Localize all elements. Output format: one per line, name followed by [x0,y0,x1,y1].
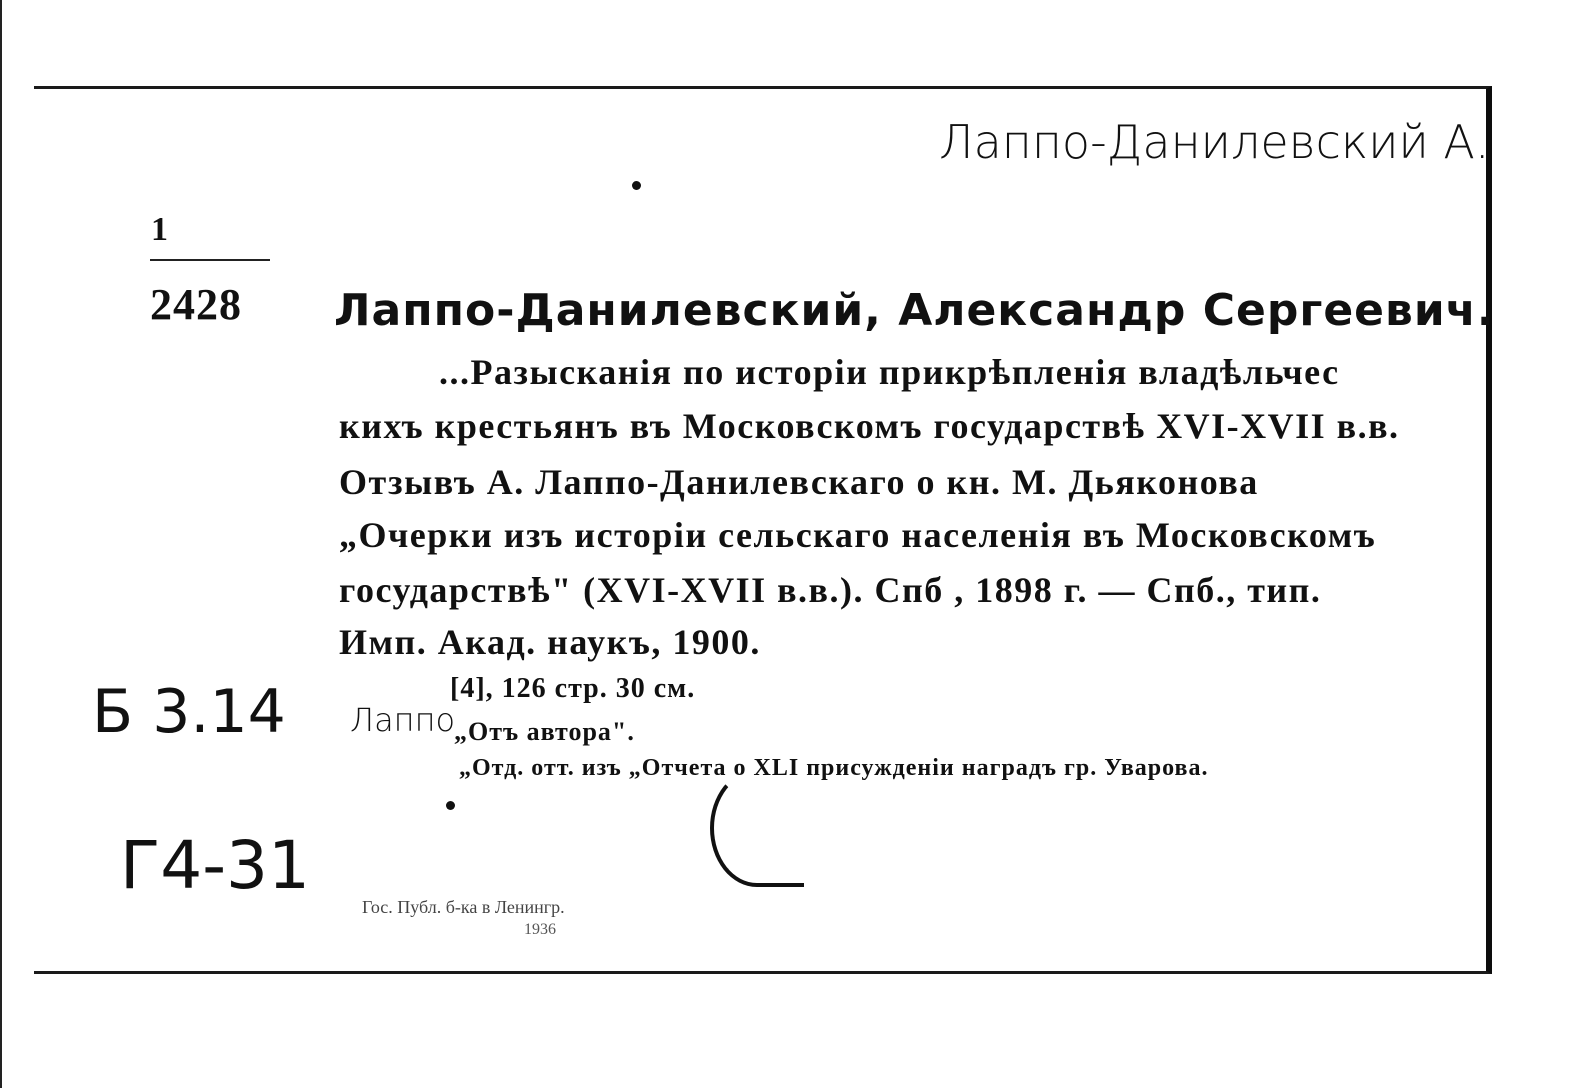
offprint-note: „Отд. отт. изъ „Отчета о XLI присужденіи наградъ гр. Уварова. [459,755,1209,781]
handwritten-bracket [710,769,804,887]
ink-dot [632,181,641,190]
handwritten-shelfmark: Б 3.14 [92,677,286,747]
handwritten-author-heading: Лаппо-Данилевский А. [939,115,1490,169]
library-stamp: Гос. Публ. б-ка в Ленингр. [362,897,565,917]
title-line: государствѣ" (XVI-XVII в.в.). Спб , 1898 г. — Спб., тип. [339,570,1322,610]
from-author-note: „Отъ автора". [454,717,635,746]
handwritten-inventory-number: Г4-31 [120,827,311,904]
catalog-card [34,86,1495,974]
library-stamp-year: 1936 [524,921,556,938]
fraction-line [150,259,270,261]
title-line: кихъ крестьянъ въ Московскомъ государствѣ XVI-XVII в.в. [339,406,1400,446]
fraction-numerator: 1 [151,211,168,248]
ink-dot [446,801,455,810]
call-number: 2428 [150,280,242,329]
collation: [4], 126 стр. 30 см. [450,673,696,704]
page-border [0,0,2,1088]
title-line: ...Разысканія по исторіи прикрѣпленія владѣльчес [439,352,1340,392]
title-line: „Очерки изъ исторіи сельскаго населенія въ Московскомъ [339,515,1377,555]
author-heading: Лаппо-Данилевский, Александр Сергеевич. [334,285,1495,336]
imprint-line: Имп. Акад. наукъ, 1900. [339,622,761,662]
handwritten-note: Лаппо [350,701,456,739]
title-line: Отзывъ А. Лаппо-Данилевскаго о кн. М. Дьяконова [339,462,1259,502]
